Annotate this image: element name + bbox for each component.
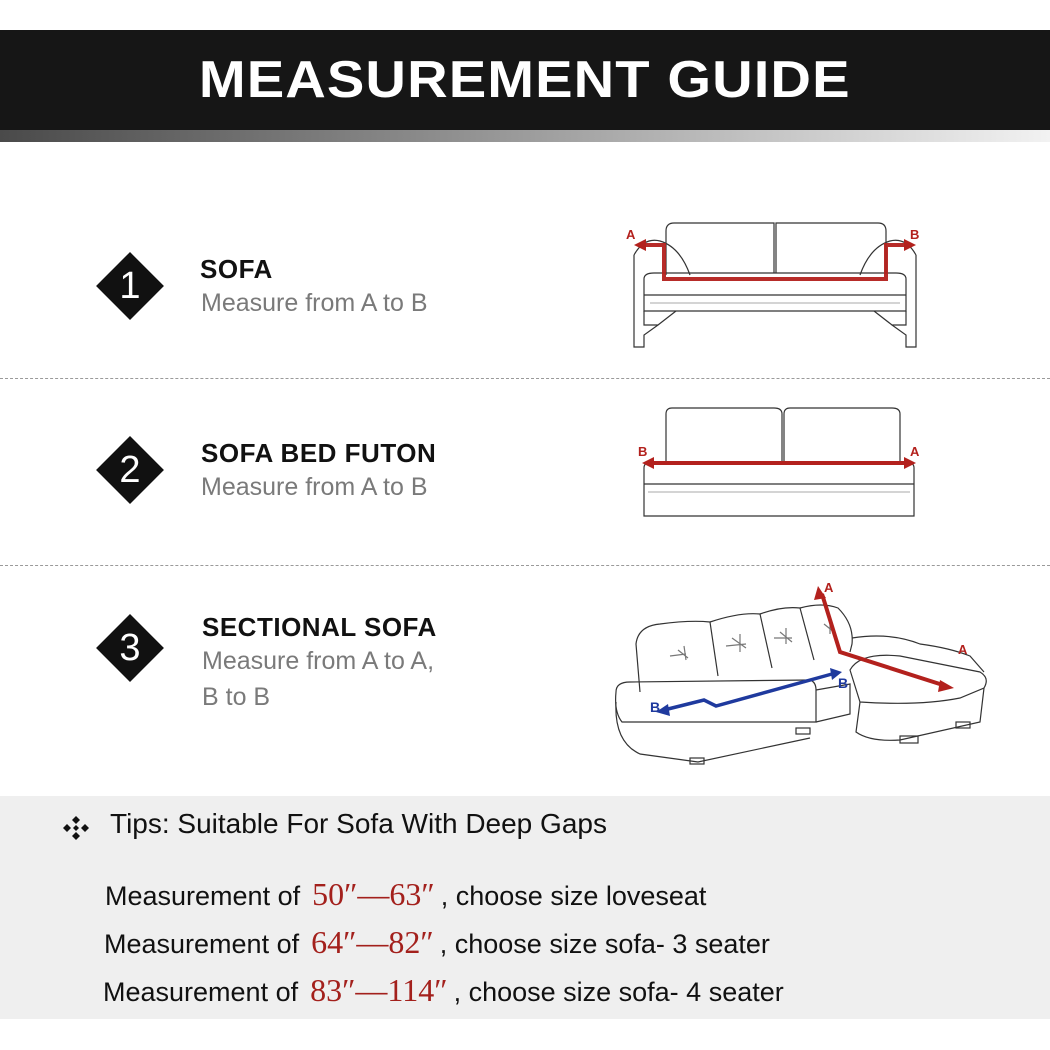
header-banner bbox=[0, 30, 1050, 130]
item-description: Measure from A to B bbox=[201, 289, 428, 317]
svg-text:B: B bbox=[838, 675, 849, 691]
svg-text:A: A bbox=[910, 444, 920, 459]
size-row-prefix: Measurement of bbox=[103, 977, 299, 1007]
sofa-illustration bbox=[620, 215, 930, 355]
four-diamond-cluster-icon bbox=[62, 815, 90, 841]
header-gradient-strip bbox=[0, 130, 1050, 142]
item-description: B to B bbox=[202, 683, 271, 711]
size-row bbox=[103, 972, 784, 1009]
size-row-suffix: , choose size sofa- 4 seater bbox=[453, 977, 784, 1007]
svg-text:A: A bbox=[958, 642, 968, 657]
item-title: SOFA bbox=[200, 254, 273, 284]
item-title: SECTIONAL SOFA bbox=[202, 612, 437, 642]
item-description: Measure from A to A, bbox=[202, 647, 435, 675]
item-title: SOFA BED FUTON bbox=[201, 438, 437, 468]
sofa-bed-futon-illustration bbox=[630, 400, 930, 525]
item-number: 2 bbox=[119, 448, 141, 491]
size-row-prefix: Measurement of bbox=[104, 929, 300, 959]
size-range: 50″—63″ bbox=[312, 876, 435, 912]
section-divider bbox=[0, 565, 1050, 566]
size-row bbox=[105, 876, 706, 913]
section-divider bbox=[0, 378, 1050, 379]
svg-text:B: B bbox=[650, 699, 661, 715]
tips-heading: Tips: Suitable For Sofa With Deep Gaps bbox=[110, 808, 607, 839]
svg-text:B: B bbox=[638, 444, 648, 459]
svg-text:A: A bbox=[626, 227, 636, 242]
size-row-prefix: Measurement of bbox=[105, 881, 301, 911]
size-row-suffix: , choose size sofa- 3 seater bbox=[439, 929, 770, 959]
item-description: Measure from A to B bbox=[201, 473, 428, 501]
item-number: 1 bbox=[119, 264, 141, 307]
svg-text:A: A bbox=[824, 580, 834, 595]
size-row-suffix: , choose size loveseat bbox=[440, 881, 707, 911]
sectional-sofa-illustration bbox=[600, 572, 1000, 777]
page-title: MEASUREMENT GUIDE bbox=[199, 51, 851, 109]
svg-text:B: B bbox=[910, 227, 920, 242]
size-range: 83″—114″ bbox=[310, 972, 448, 1008]
size-row bbox=[104, 924, 770, 961]
item-number: 3 bbox=[119, 626, 141, 669]
size-range: 64″—82″ bbox=[311, 924, 434, 960]
